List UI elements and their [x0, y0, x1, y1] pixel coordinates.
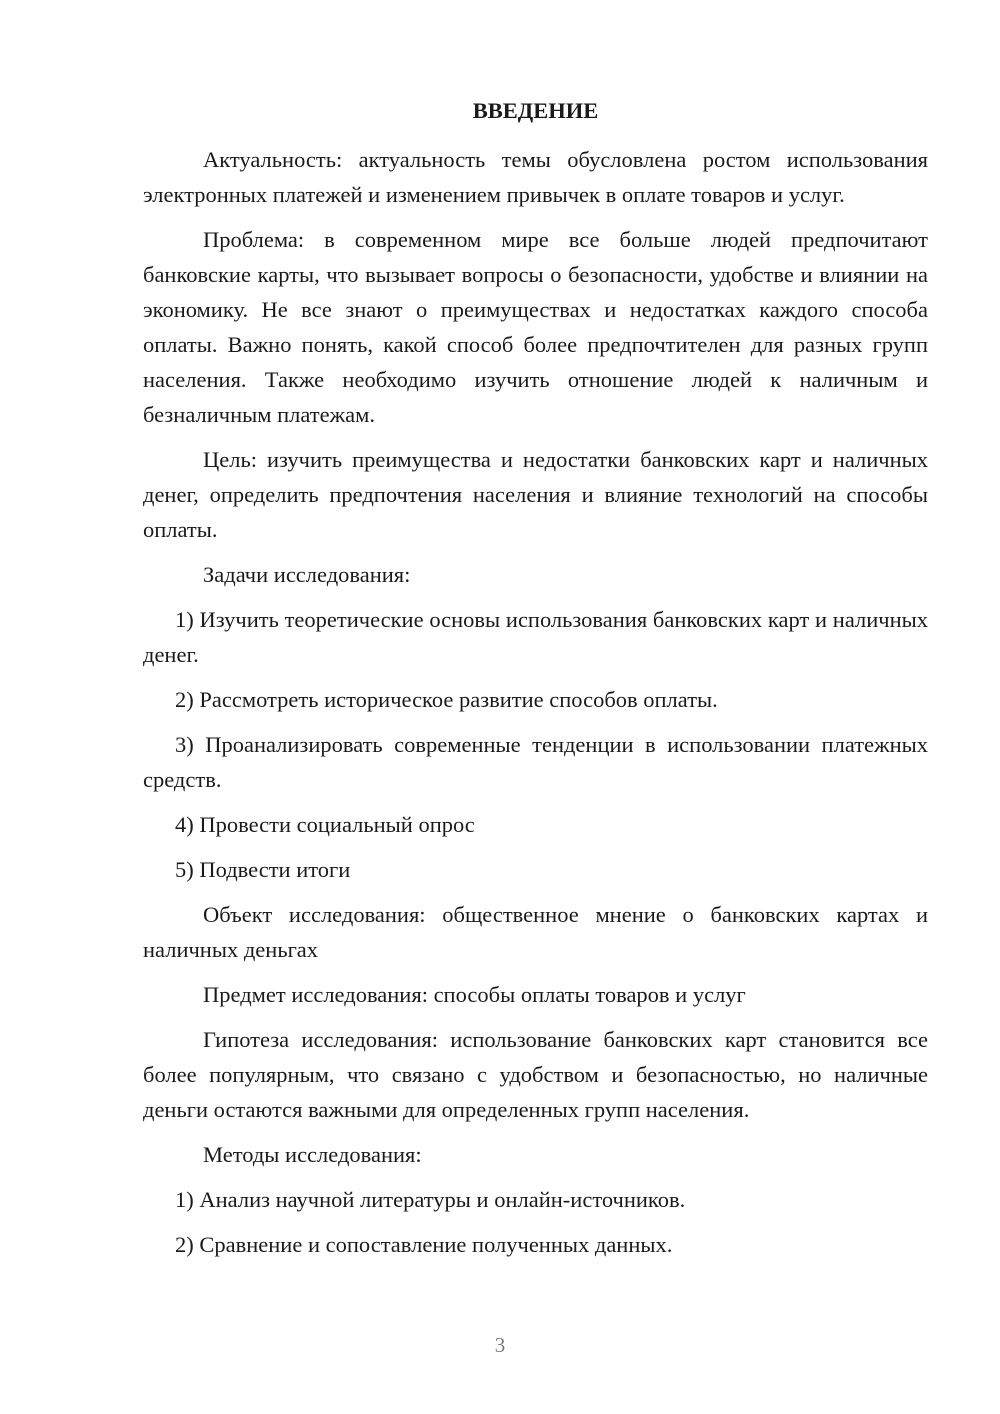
section-title: ВВЕДЕНИЕ	[472, 98, 599, 123]
method-item: 1) Анализ научной литературы и онлайн-источников.	[175, 1187, 686, 1212]
document-page	[143, 96, 928, 1272]
task-item: 4) Провести социальный опрос	[175, 812, 475, 837]
task-item: 2) Рассмотреть историческое развитие способов оплаты.	[175, 687, 718, 712]
paragraph-hypothesis: Гипотеза исследования: использование банковских карт становится все более популярным, что связано с удобством и безопасностью, но наличные деньги остаются важными для определенных групп населения.	[143, 1027, 928, 1122]
page-number: 3	[494, 1333, 506, 1357]
paragraph-problem: Проблема: в современном мире все больше людей предпочитают банковские карты, что вызывает вопросы о безопасности, удобстве и влиянии на экономику. Не все знают о преимуществах и недостатках каждого способа оплаты. Важно понять, какой способ более предпочтителен для разных групп населения. Также необходимо изучить отношение людей к наличным и безналичным платежам.	[143, 227, 928, 427]
paragraph-object: Объект исследования: общественное мнение о банковских картах и наличных деньгах	[143, 902, 928, 962]
paragraph-subject: Предмет исследования: способы оплаты товаров и услуг	[203, 982, 746, 1007]
method-item: 2) Сравнение и сопоставление полученных данных.	[175, 1232, 673, 1257]
tasks-heading: Задачи исследования:	[203, 562, 411, 587]
task-item: 5) Подвести итоги	[175, 857, 351, 882]
paragraph-relevance: Актуальность: актуальность темы обусловлена ростом использования электронных платежей и изменением привычек в оплате товаров и услуг.	[143, 147, 928, 207]
task-item: 1) Изучить теоретические основы использования банковских карт и наличных денег.	[143, 607, 928, 667]
task-item: 3) Проанализировать современные тенденции в использовании платежных средств.	[143, 732, 928, 792]
methods-heading: Методы исследования:	[203, 1142, 422, 1167]
paragraph-goal: Цель: изучить преимущества и недостатки банковских карт и наличных денег, определить предпочтения населения и влияние технологий на способы оплаты.	[143, 447, 928, 542]
